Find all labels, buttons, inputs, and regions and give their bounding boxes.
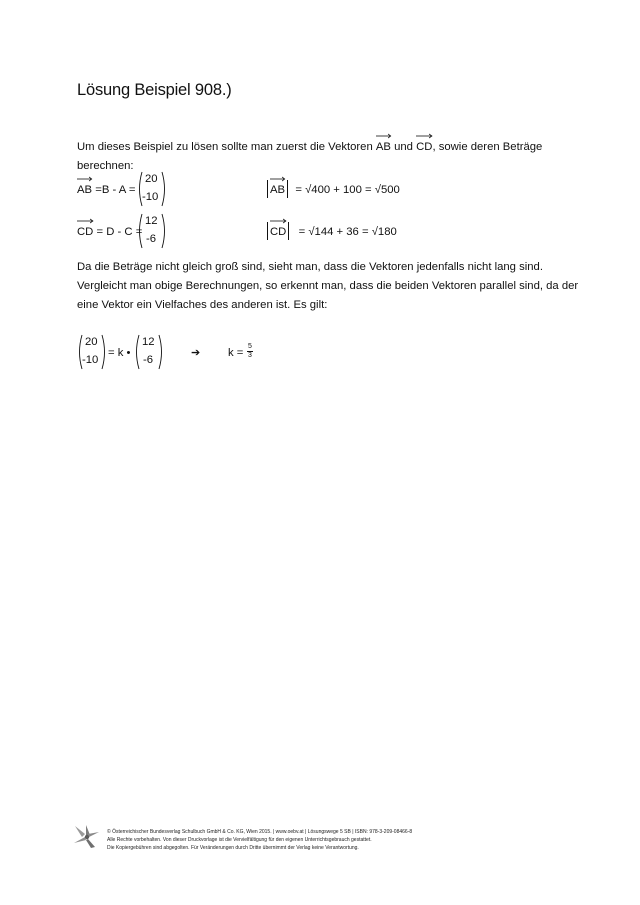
matrix-cd-top: 12 [145, 215, 158, 227]
publisher-logo-icon [72, 823, 102, 854]
vector-cd-label: CD [77, 223, 93, 242]
norm-cd-text: = √144 + 36 = √180 [298, 226, 397, 238]
matrix-ab-top: 20 [145, 173, 158, 185]
final-left-matrix [77, 334, 107, 370]
final-right-matrix [134, 334, 164, 370]
norm-bar-left [267, 180, 268, 198]
matrix-cd-bottom: -6 [146, 233, 157, 245]
intro-text-after: , sowie deren Beträge [432, 141, 543, 153]
k-label: k = [228, 347, 244, 359]
norm-ab [270, 181, 400, 200]
final-mid: = k • [108, 347, 131, 359]
vector-cd-matrix [137, 213, 167, 249]
matrix-ab-bottom: -10 [142, 191, 159, 203]
norm-bar-right [287, 180, 288, 198]
eq-cd-left [77, 223, 142, 242]
intro-text-before: Um dieses Beispiel zu lösen sollte man zuerst die Vektoren [77, 141, 373, 153]
norm-cd-bar-right [288, 222, 289, 240]
body-line-1: Da die Beträge nicht gleich groß sind, sieht man, dass die Vektoren jedenfalls nicht lang sind. [77, 261, 543, 273]
intro-text-mid: und [394, 141, 413, 153]
implies-arrow-icon: ➔ [191, 347, 201, 359]
footer-line-3: Die Kopiergebühren sind abgegolten. Für Veränderungen durch Dritte übernimmt der Verlag keine Verantwortung. [107, 845, 359, 851]
eq-ab-left [77, 181, 135, 200]
intro-line-2: berechnen: [77, 160, 134, 172]
k-denominator: 3 [248, 352, 252, 359]
vector-ab-label: AB [77, 181, 92, 200]
eq-cd-text: = D - C = [96, 226, 143, 238]
k-numerator: 5 [248, 343, 252, 350]
body-line-3: eine Vektor ein Vielfaches des anderen ist. Es gilt: [77, 299, 328, 311]
k-fraction [247, 343, 253, 360]
intro-line-1 [77, 138, 542, 157]
footer-line-2: Alle Rechte vorbehalten. Von dieser Druckvorlage ist die Vervielfältigung für den eigenen Unterrichtsgebrauch gestattet. [107, 837, 372, 843]
footer-copyright [107, 828, 412, 852]
norm-cd-bar-left [267, 222, 268, 240]
vector-cd-norm: CD [270, 223, 286, 242]
eq-ab-text: =B - A = [95, 184, 136, 196]
body-line-2: Vergleicht man obige Berechnungen, so erkennt man, dass die beiden Vektoren parallel sind, da der [77, 280, 579, 292]
vector-ab-norm: AB [270, 181, 285, 200]
vector-ab-matrix [137, 171, 167, 207]
final-right-top: 12 [142, 336, 155, 348]
vector-cd-inline: CD [416, 138, 432, 157]
final-right-bottom: -6 [143, 354, 154, 366]
norm-ab-text: = √400 + 100 = √500 [295, 184, 400, 196]
page-title: Lösung Beispiel 908.) [77, 81, 232, 99]
final-left-bottom: -10 [82, 354, 99, 366]
footer-line-1: © Österreichischer Bundesverlag Schulbuch GmbH & Co. KG, Wien 2015. | www.oebv.at | Lösungswege 5 SB | ISBN: 978-3-209-08466-8 [107, 829, 413, 835]
vector-ab-inline: AB [376, 138, 391, 157]
final-left-top: 20 [85, 336, 98, 348]
